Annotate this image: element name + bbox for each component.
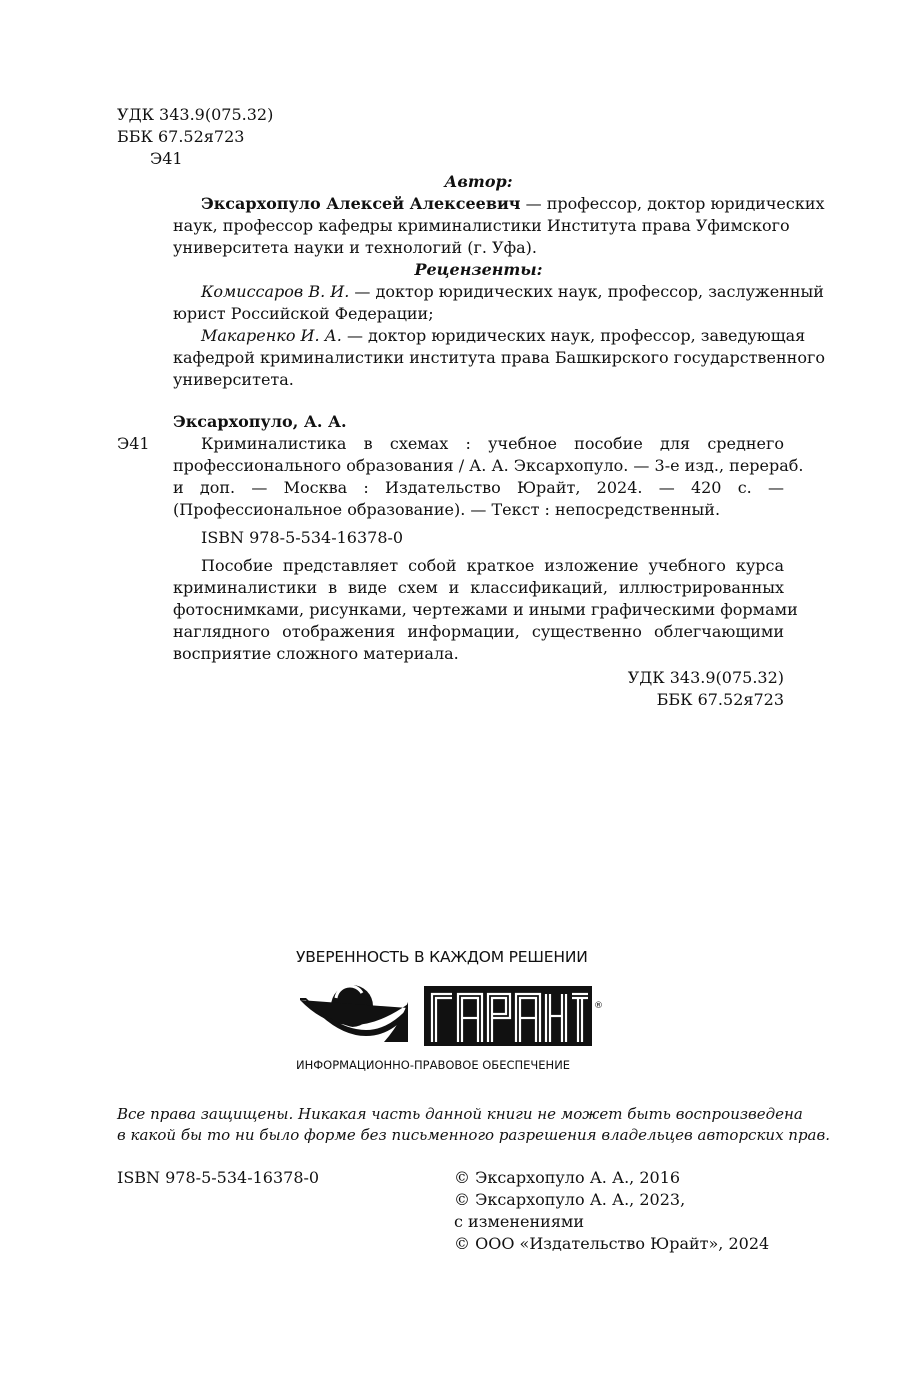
reviewer-2-line-1 xyxy=(173,325,806,347)
reviewer-1-desc-1: — доктор юридических наук, профессор, заслуженный xyxy=(349,282,824,301)
entry-isbn: ISBN 978-5-534-16378-0 xyxy=(201,528,404,547)
classification-top xyxy=(117,104,273,170)
udk-code: УДК 343.9(075.32) xyxy=(117,105,274,124)
rights-notice xyxy=(117,1104,830,1146)
entry-mark: Э41 xyxy=(117,434,150,453)
reviewer-1-line-1 xyxy=(173,281,824,303)
reviewer-2-name: Макаренко И. А. xyxy=(201,326,342,345)
author-name: Эксархопуло Алексей Алексеевич xyxy=(201,194,521,213)
annotation-line-2: криминалистики в виде схем и классификаций, иллюстрированных xyxy=(173,578,784,597)
annotation xyxy=(173,555,798,665)
brand-name xyxy=(0,0,1,1)
author-heading: Автор: xyxy=(444,172,513,191)
garant-emblem-icon xyxy=(296,985,408,1042)
logo-subtitle: ИНФОРМАЦИОННО-ПРАВОВОЕ ОБЕСПЕЧЕНИЕ xyxy=(296,1058,571,1072)
annotation-line-3: фотоснимками, рисунками, чертежами и иными графическими формами xyxy=(173,600,798,619)
copyright-list xyxy=(454,1167,769,1255)
author-line-1 xyxy=(173,193,825,215)
author-block xyxy=(173,171,825,391)
bbk-code: ББК 67.52я723 xyxy=(117,127,245,146)
reviewer-2-line-2: кафедрой криминалистики института права Башкирского государственного xyxy=(173,348,825,367)
bbk-code-bottom: ББК 67.52я723 xyxy=(656,690,784,709)
reviewer-1-name: Комиссаров В. И. xyxy=(201,282,350,301)
rights-line-1: Все права защищены. Никакая часть данной книги не может быть воспроизведена xyxy=(117,1105,803,1123)
annotation-line-5: восприятие сложного материала. xyxy=(173,644,459,663)
author-mark: Э41 xyxy=(150,149,183,168)
entry-heading: Эксархопуло, А. А. xyxy=(173,412,347,431)
copyright-line-3: с изменениями xyxy=(454,1212,585,1231)
bibliographic-entry xyxy=(117,411,804,711)
author-line-3: университета науки и технологий (г. Уфа). xyxy=(173,238,537,257)
annotation-line-4: наглядного отображения информации, существенно облегчающими xyxy=(173,622,784,641)
garant-wordmark xyxy=(424,986,592,1046)
entry-description xyxy=(117,433,804,549)
garant-logo xyxy=(296,984,606,1050)
copyright-line-2: © Эксархопуло А. А., 2023, xyxy=(454,1190,686,1209)
entry-line-4: (Профессиональное образование). — Текст : непосредственный. xyxy=(173,500,721,519)
logo-slogan: УВЕРЕННОСТЬ В КАЖДОМ РЕШЕНИИ xyxy=(296,948,588,966)
reviewer-2-line-3: университета. xyxy=(173,370,294,389)
copyright-line-4: © ООО «Издательство Юрайт», 2024 xyxy=(454,1234,770,1253)
isbn-value: ISBN 978-5-534-16378-0 xyxy=(117,1168,320,1187)
copyright-line-1: © Эксархопуло А. А., 2016 xyxy=(454,1168,681,1187)
classification-bottom xyxy=(173,667,784,711)
author-line-2: наук, профессор кафедры криминалистики Института права Уфимского xyxy=(173,216,790,235)
udk-code-bottom: УДК 343.9(075.32) xyxy=(627,668,784,687)
rights-line-2: в какой бы то ни было форме без письменного разрешения владельцев авторских прав. xyxy=(117,1126,830,1144)
entry-line-1: Криминалистика в схемах : учебное пособие для среднего xyxy=(201,434,784,453)
author-desc-1: — профессор, доктор юридических xyxy=(520,194,825,213)
reviewer-1-line-2: юрист Российской Федерации; xyxy=(173,304,434,323)
registered-mark: ® xyxy=(594,1001,603,1011)
entry-line-3: и доп. — Москва : Издательство Юрайт, 2024. — 420 с. — xyxy=(173,478,784,497)
garant-logo-block xyxy=(296,946,606,1076)
entry-line-2: профессионального образования / А. А. Эксархопуло. — 3-е изд., перераб. xyxy=(173,456,804,475)
annotation-line-1: Пособие представляет собой краткое изложение учебного курса xyxy=(201,556,784,575)
reviewer-2-desc-1: — доктор юридических наук, профессор, заведующая xyxy=(341,326,806,345)
reviewers-heading: Рецензенты: xyxy=(414,260,543,279)
isbn-bottom xyxy=(117,1167,319,1189)
